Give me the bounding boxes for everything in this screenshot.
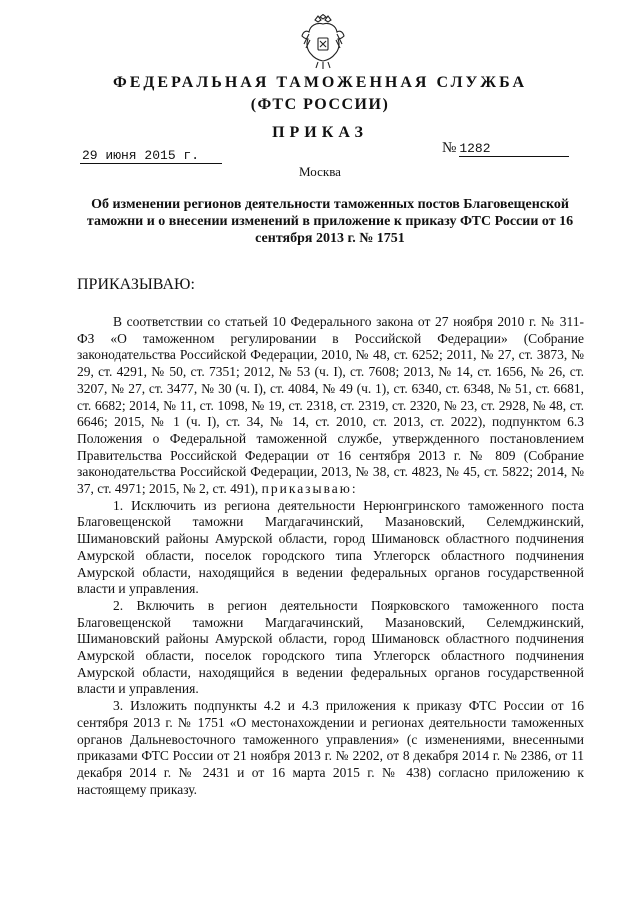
document-city: Москва [299,164,341,179]
decree-word: ПРИКАЗЫВАЮ: [77,276,195,293]
document-body [77,314,584,798]
document-number: 1282 [459,141,569,157]
document-subject: Об изменении регионов деятельности таможенных постов Благовещенской таможни и о внесении изменений в приложение к приказу ФТС России от 16 сентября 2013 г. № 1751 [86,197,574,246]
document-date: 29 июня 2015 г. [80,148,222,164]
paragraph-2: 2. Включить в регион деятельности Поярковского таможенного поста Благовещенской таможни Магдагачинский, Мазановский, Селемджинский, Шимановский районы Амурской области, город Шимановск областного подчинения Амурской области, поселок городского типа Углегорск областного подчинения Амурской области, находящийся в ведении федеральных органов государственной власти и управления. [77,597,584,697]
document-type: ПРИКАЗ [272,124,368,141]
paragraph-3: 3. Изложить подпункты 4.2 и 4.3 приложения к приказу ФТС России от 16 сентября 2013 г. № 1751 «О местонахождении и регионах деятельности таможенных органов Дальневосточного таможенного управления» (с изменениями, внесенными приказами ФТС России от 21 ноября 2013 г. № 2202, от 8 декабря 2014 г. № 2386, от 11 декабря 2014 г. № 2431 и от 16 марта 2015 г. № 438) согласно приложению к настоящему приказу. [77,698,584,797]
intro-text: В соответствии со статьей 10 Федерального закона от 27 ноября 2010 г. № 311-ФЗ «О таможенном регулировании в Российской Федерации» (Собрание законодательства Российской Федерации, 2010, № 48, ст. 6252; 2011, № 27, ст. 3873, № 29, ст. 4291, № 50, ст. 7351; 2012, № 53 (ч. I), ст. 7608; 2013, № 14, ст. 1656, № 26, ст. 3207, № 27, ст. 3477, № 30 (ч. I), ст. 4084, № 49 (ч. 1), ст. 6340, ст. 6348, № 51, ст. 6681, ст. 6682; 2014, № 11, ст. 1098, № 19, ст. 2318, ст. 2319, ст. 2320, № 23, ст. 2928, № 48, ст. 6646; 2015, № 1 (ч. I), ст. 34, № 14, ст. 2010, ст. 2013, ст. 2022), подпунктом 6.3 Положения о Федеральной таможенной службе, утвержденного постановлением Правительства Российской Федерации от 16 сентября 2013 г. № 809 (Собрание законодательства Российской Федерации, 2013, № 38, ст. 4823, № 45, ст. 5822; 2014, № 37, ст. 4971; 2015, № 2, ст. 491), [77,314,584,497]
number-label: № [442,140,457,156]
document-number-block [442,140,569,157]
paragraph-1: 1. Исключить из региона деятельности Нерюнгринского таможенного поста Благовещенской таможни Магдагачинский, Мазановский, Селемджинский, Шимановский районы Амурской области, город Шимановск областного подчинения Амурской области, поселок городского типа Углегорск областного подчинения Амурской области, находящийся в ведении федеральных органов государственной власти и управления. [77,497,584,597]
intro-paragraph [77,314,584,498]
org-name: ФЕДЕРАЛЬНАЯ ТАМОЖЕННАЯ СЛУЖБА [112,74,528,91]
org-short-name: (ФТС РОССИИ) [250,96,390,113]
coat-of-arms-icon [300,14,346,70]
intro-decree: приказываю: [261,481,358,497]
